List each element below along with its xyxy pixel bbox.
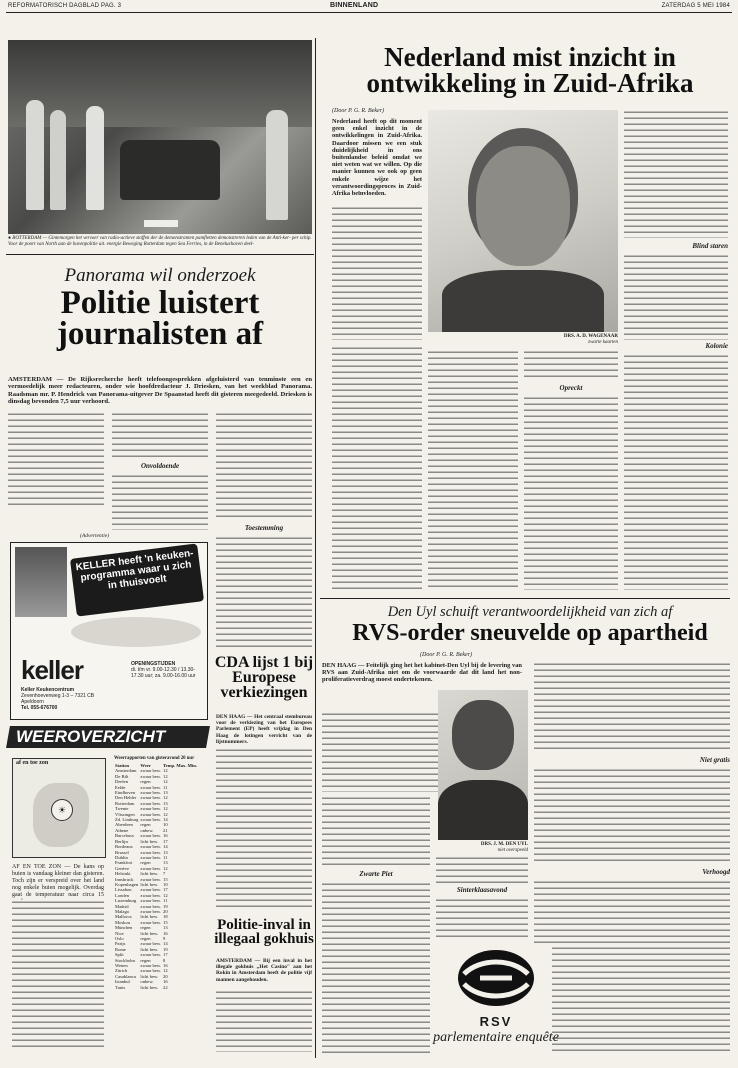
weather-station: Dublin [115,854,128,860]
weather-condition: zwaar bew. [140,903,162,909]
weather-temp: 17 [163,887,168,893]
weather-temp: 14 [163,844,168,850]
weather-temp: 11 [163,854,168,860]
weather-station: Stockholm [115,957,135,963]
weather-station: Lissabon [115,887,132,893]
weather-station: De Bilt [115,773,129,779]
weather-condition: regen [140,925,151,931]
weather-condition: zwaar bew. [140,876,162,882]
weather-temp: 7 [163,871,166,877]
weather-station: Bordeaux [115,844,133,850]
weather-station: München [115,925,133,931]
panorama-lead: AMSTERDAM — De Rijksrecherche heeft telefoongesprekken afgeluisterd van tenminste een en vermoedelijk meer redacteuren, onder wie hoofdredacteur J. Driesken, van het weekblad Panorama. Raadsman mr. P. Hendrick van Panorama-uitgever De Spaanstad heeft dit gisteren meegedeeld. Driesken is dinsdag bevonden 7,5 uur verhoord. [8,376,312,406]
ad-phone: Tel. 055-676700 [21,705,58,711]
weather-condition: zwaar bew. [140,865,162,871]
weather-station: Frankfort [115,860,133,866]
weather-station: Helsinki [115,871,131,877]
weather-condition: zwaar bew. [140,784,162,790]
panorama-column-2 [112,412,208,458]
keller-logo: keller [21,655,83,685]
header-rule [6,12,732,13]
weather-station: Londen [115,892,130,898]
col-weer: Weer [140,763,151,768]
sun-icon: ☀ [51,799,73,821]
weather-station: Split [115,952,124,958]
weather-condition: regen [140,822,151,828]
weather-station: Aberdeen [115,822,133,828]
weather-condition: zwaar bew. [140,968,162,974]
rsv-logo-caption: parlementaire enquête [433,1030,559,1045]
weather-condition: zwaar bew. [140,817,162,823]
weather-station: Oslo [115,936,124,941]
weather-station: Nice [115,930,124,936]
ad-address: Zevenhoevenweg 1-3 – 7321 CB Apeldoorn [21,693,95,705]
wagenaar-caption: DRS. A. D. WAGENAAR [563,334,618,339]
weather-station: Eelde [115,784,126,790]
rvs-kicker: Den Uyl schuift verantwoordelijkheid van zich af [387,604,673,620]
weather-temp: 17 [163,838,168,844]
weather-station: Genève [115,865,130,871]
weather-map [12,758,106,858]
weather-temp: 13 [163,800,168,806]
zuidafrika-subhead-1: Opreckt [559,384,583,392]
weather-station: Berlijn [115,838,128,844]
weather-station: Athene [115,827,129,833]
weather-station: Amsterdam [115,768,137,774]
weather-condition: licht bew. [140,914,159,920]
weather-station: Tunis [115,984,126,990]
rvs-subhead-4: Verhoogd [702,868,730,876]
weather-condition: zwaar bew. [140,952,162,958]
weather-temp: 12 [163,806,168,812]
header-left: REFORMATORISCH DAGBLAD PAG. 3 [8,3,122,9]
politie-lead: AMSTERDAM — Bij een inval in het illegale gokhuis ,,Het Casino" aan het Rokin in Amsterdam heeft de politie vijf mannen aangehouden. [216,958,312,983]
weather-banner: WEEROVERZICHT [16,727,166,746]
weather-station: Moskou [115,919,131,925]
politie-headline: Politie-inval in illegaal gokhuis [214,917,314,948]
weather-temp: 12 [163,779,168,785]
weather-temp: 12 [163,795,168,801]
rvs-subhead-1: Zwarte Piet [359,870,393,878]
weather-temp: 14 [163,817,168,823]
panorama-kicker: Panorama wil onderzoek [64,265,256,286]
ad-badge [71,617,201,647]
ad-company: Keller Keukencentrum [21,687,75,693]
panorama-column-1 [8,412,104,508]
weather-condition: licht bew. [140,946,159,952]
weather-condition: zwaar bew. [140,768,162,774]
weather-condition: zwaar bew. [140,887,162,893]
weather-condition: zwaar bew. [140,908,162,914]
weather-temp: 11 [163,898,168,904]
weather-temp: 12 [163,968,168,974]
weather-station: Zd. Limburg [115,817,139,823]
zuidafrika-headline: Nederland mist inzicht in ontwikkeling in Zuid-Afrika [366,42,694,98]
weather-condition: zwaar bew. [140,898,162,904]
weather-temp: 12 [163,892,168,898]
denuyl-caption: DRS. J. M. DEN UYL [480,842,528,847]
col-temp: Temp. Max. Min. [163,763,197,768]
panorama-headline: Politie luistert journalisten af [56,285,264,353]
col-station: Station [115,763,130,768]
panorama-subhead-2: Toestemming [244,524,284,532]
weather-temp: 10 [163,822,168,828]
weather-station: Eindhoven [115,790,135,796]
ad-hours: di. t/m vr. 9.00-12.30 / 13.30-17.30 uur; za. 9.00-16.00 uur [131,667,196,679]
weather-condition: zwaar bew. [140,806,162,812]
weather-station: Malaga [115,908,129,914]
weather-temp: 19 [163,903,168,909]
weather-temp: 16 [163,979,168,985]
rsv-logo-text: RSV [479,1014,513,1029]
weather-table [114,756,208,990]
weather-station: Barcelona [115,833,134,839]
cda-headline: CDA lijst 1 bij Europese verkiezingen [214,654,314,702]
weather-condition: regen [140,957,151,963]
weather-temp: 19 [163,946,168,952]
weather-condition: zwaar bew. [140,795,162,801]
weather-condition: zwaar bew. [140,811,162,817]
panorama-column-3 [216,412,312,520]
zuidafrika-subhead-2: Blind staren [692,242,728,250]
ad-photo [15,547,67,617]
denuyl-portrait [438,690,528,840]
weather-station: Parijs [115,941,126,947]
wagenaar-portrait [428,110,618,332]
weather-temp: 20 [163,973,168,979]
header-date: ZATERDAG 5 MEI 1984 [661,3,730,9]
weather-condition: zwaar bew. [140,800,162,806]
weather-table-title: Weerrapporten van gisteravond 20 uur [114,756,195,761]
weather-condition: zwaar bew. [140,963,162,969]
weather-temp: 9 [163,936,166,941]
rsv-emblem-icon [440,944,552,1014]
rvs-byline: (Door P. G. R. Beker) [420,652,473,658]
header-section: BINNENLAND [330,2,379,9]
weather-station: Den Helder [115,795,137,801]
weather-temp: 15 [163,919,168,925]
weather-temp: 20 [163,908,168,914]
weather-condition: zwaar bew. [140,790,162,796]
weather-condition: licht bew. [140,838,159,844]
rvs-headline: RVS-order sneuvelde op apartheid [352,620,708,646]
weather-temp: 16 [163,930,168,936]
rvs-lead: DEN HAAG — Feitelijk ging het het kabinet-Den Uyl bij de levering van RVS aan Zuid-Afrika niet om de voorwaarde dat dit land het non-proliferatieverdrag moest ondertekenen. [322,662,522,684]
weather-condition: zwaar bew. [140,919,162,925]
weather-temp: 13 [163,860,168,866]
weather-condition: zwaar bew. [140,773,162,779]
panorama-subhead-1: Onvoldoende [140,462,180,470]
weather-station: Zürich [115,968,128,974]
weather-station: Mallorca [115,914,132,920]
weather-temp: 16 [163,963,168,969]
weather-temp: 15 [163,876,168,882]
weather-map-title: af en toe zon [16,760,49,766]
rvs-subhead-3: Niet gratis [699,756,730,764]
weather-station: Twente [115,806,129,812]
weather-temp: 21 [163,827,168,833]
weather-condition: regen [140,779,151,785]
weather-temp: 13 [163,849,168,855]
weather-temp: 22 [163,984,168,990]
weather-temp: 10 [163,881,168,887]
weather-condition: zwaar bew. [140,892,162,898]
zuidafrika-byline: (Door P. G. R. Beker) [332,108,385,114]
ad-tag: (Advertentie) [80,533,110,539]
denuyl-caption-sub: niet overspeeld [497,848,528,853]
ad-slogan: KELLER heeft 'n keuken-programma waar u zich in thuisvoelt [70,543,204,616]
weather-station: Casablanca [115,973,136,979]
weather-text: AF EN TOE ZON — De kans op buien is vandaag kleiner dan gisteren. Toch zijn er verspreid over het land nog enkele buien mogelijk. Overdag gaat de temperatuur naar circa 15 [12,864,104,898]
weather-station: Istanbul [115,979,130,985]
zuidafrika-subhead-3: Kolonie [705,342,728,350]
weather-condition: licht bew. [140,973,159,979]
weather-station: Deelen [115,779,129,785]
weather-station: Innsbruck [115,876,134,882]
weather-condition: onbew. [140,979,154,985]
weather-station: Wenen [115,963,128,969]
weather-temp: 12 [163,865,168,871]
weather-station: Kopenhagen [115,881,139,887]
weather-station: Brussel [115,849,129,855]
weather-station: Madrid [115,903,129,909]
weather-condition: zwaar bew. [140,941,162,947]
rvs-subhead-2: Sinterklaasavond [456,886,508,894]
weather-temp: 13 [163,925,168,931]
weather-station: Rotterdam [115,800,135,806]
weather-condition: zwaar bew. [140,833,162,839]
zuidafrika-lead: Nederland heeft op dit moment geen enkel inzicht in de ontwikkelingen in Zuid-Afrika. Daardoor missen we een stuk duidelijkheid in ons buitenlandse beleid omdat we niet weten wat we willen. Op die manier kunnen we ook op geen enkele wijze het verantwoordingsproces in Zuid-Afrika beïnvloeden. [332,118,422,198]
weather-temp: 12 [163,768,168,774]
weather-condition: licht bew. [140,930,159,936]
weather-temp: 13 [163,790,168,796]
weather-temp: 8 [163,957,166,963]
weather-station: Luxemburg [115,898,137,904]
photo-caption: ● ROTTERDAM — Gintemorgen het vervoer van radio-actieve stoffen der de demonstranten pamfletten demonstreren leden van de Anti-ker- per schip. Voor de poort van North aan de havenpolitie uit. energie Beweging Rotterdam tegen Sea Ferries, in de Beneluxhaven deel- [8,236,312,247]
demonstration-photo [8,40,312,234]
weather-condition: regen [140,936,151,941]
weather-temp: 11 [163,784,168,790]
weather-condition: zwaar bew. [140,854,162,860]
weather-condition: licht bew. [140,871,159,877]
rsv-logo-block [433,944,559,1054]
weather-condition: zwaar bew. [140,849,162,855]
weather-condition: regen [140,860,151,866]
weather-station: Vlissingen [115,811,135,817]
weather-condition: licht bew. [140,984,159,990]
weather-temp: 12 [163,811,168,817]
weather-temp: 16 [163,833,168,839]
weather-temp: 12 [163,773,168,779]
weather-temp: 17 [163,952,168,958]
keller-advertisement [10,542,208,720]
weather-temp: 18 [163,914,168,920]
weather-station: Rome [115,946,126,952]
weather-temp: 14 [163,941,168,947]
ad-hours-title: OPENINGSTIJDEN [131,661,176,667]
wagenaar-caption-sub: zwarte kaarten [588,340,618,345]
weather-condition: onbew. [140,827,154,833]
weather-condition: licht bew. [140,881,159,887]
weather-condition: zwaar bew. [140,844,162,850]
weather-row [114,985,198,990]
cda-lead: DEN HAAG — Het centraal stembureau voor de verkiezing van het Europees Parlement (EP) heeft vrijdag in Den Haag de lotingen verricht van de lijstnummers. [216,714,312,745]
